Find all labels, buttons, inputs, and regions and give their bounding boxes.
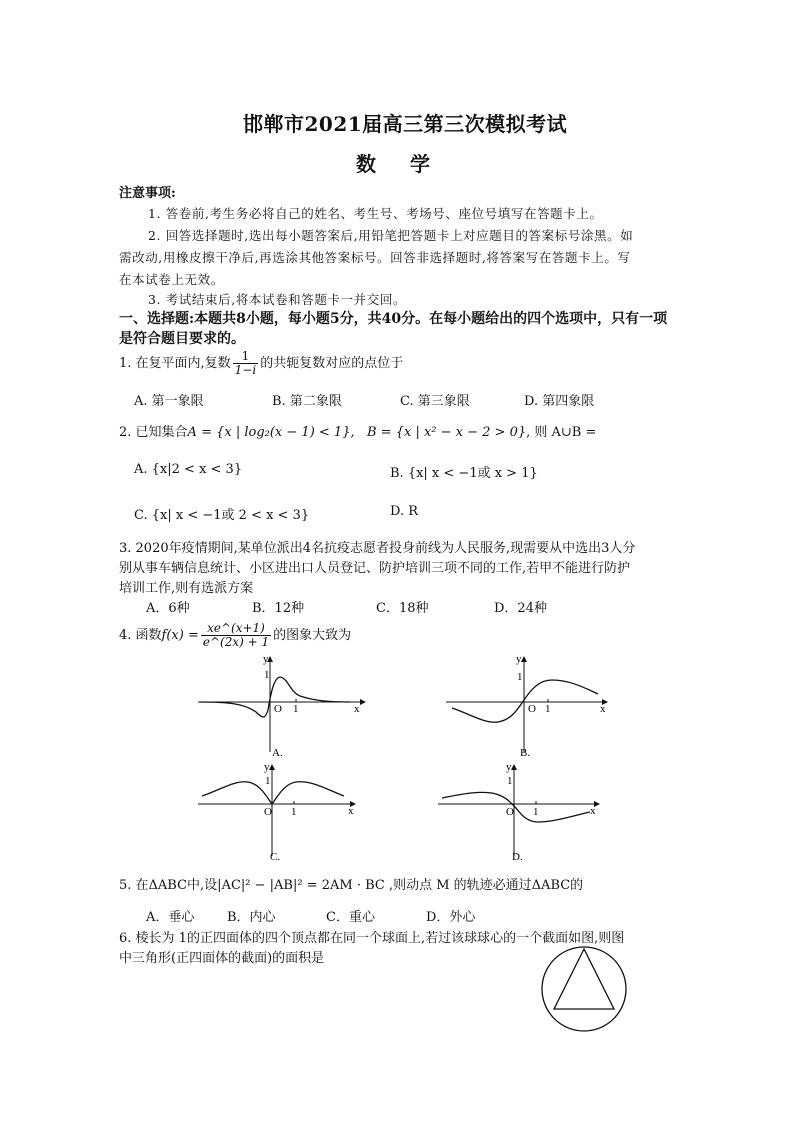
q5-option-b: B．内心 bbox=[227, 910, 276, 925]
q1-option-a: A. 第一象限 bbox=[134, 394, 204, 409]
notice-heading: 注意事项: bbox=[119, 186, 176, 201]
question-3-line1: 3. 2020年疫情期间,某单位派出4名抗疫志愿者投身前线为人民服务,现需要从中选出3人分 bbox=[119, 541, 636, 556]
notice-item-2-cont: 需改动,用橡皮擦干净后,再选涂其他答案标号。回答非选择题时,将答案写在答题卡上。写 bbox=[119, 250, 631, 265]
q1-option-c: C. 第三象限 bbox=[400, 394, 470, 409]
q4-graph-d bbox=[432, 760, 612, 870]
q4-graph-c bbox=[190, 760, 370, 870]
q4-fraction bbox=[201, 622, 271, 649]
question-5: 5. 在ΔABC中,设|AC|² − |AB|² = 2AM · BC ,则动点 M 的轨迹必通过ΔABC的 bbox=[119, 878, 584, 893]
notice-item-2: 2. 回答选择题时,选出每小题答案后,用铅笔把答题卡上对应题目的答案标号涂黑。如 bbox=[148, 228, 634, 243]
graph-a-y-label: y bbox=[263, 653, 269, 665]
graph-d-origin: O bbox=[506, 806, 514, 818]
question-3-line3: 培训工作,则有选派方案 bbox=[119, 581, 254, 596]
graph-a-x-label: x bbox=[354, 703, 360, 715]
graph-b-y-label: y bbox=[516, 653, 522, 665]
exam-title: 邯郸市2021届高三第三次模拟考试 bbox=[243, 112, 568, 136]
q1-prefix: 1. 在复平面内,复数 bbox=[119, 356, 231, 371]
q3-option-a: A．6种 bbox=[146, 601, 190, 616]
graph-c-curve bbox=[202, 782, 344, 804]
graph-c-label: C. bbox=[270, 851, 281, 863]
q1-option-b: B. 第二象限 bbox=[272, 394, 342, 409]
q2-option-b: B. {x| x < −1或 x > 1} bbox=[390, 466, 538, 481]
q1-suffix: 的共轭复数对应的点位于 bbox=[260, 356, 404, 371]
graph-d-y-label: y bbox=[506, 761, 512, 773]
q2-suffix: , 则 A∪B = bbox=[526, 425, 597, 440]
graph-b-tick-x: 1 bbox=[545, 703, 551, 715]
graph-b-tick-y: 1 bbox=[517, 671, 523, 683]
graph-d-x-label: x bbox=[590, 805, 596, 817]
graph-c-x-label: x bbox=[348, 805, 354, 817]
question-4 bbox=[119, 622, 351, 649]
notice-item-1: 1. 答卷前,考生务必将自己的姓名、考生号、考场号、座位号填写在答题卡上。 bbox=[148, 206, 603, 221]
graph-b-y-arrow bbox=[521, 656, 527, 662]
q1-option-d: D. 第四象限 bbox=[524, 394, 595, 409]
q6-figure bbox=[538, 943, 630, 1035]
question-6-line2: 中三角形(正四面体的截面)的面积是 bbox=[119, 951, 325, 966]
graph-a-tick-x: 1 bbox=[293, 703, 299, 715]
q4-frac-num: xe^(x+1) bbox=[201, 622, 271, 636]
q4-prefix: 4. 函数 bbox=[119, 628, 162, 643]
graph-d-label: D. bbox=[512, 851, 523, 863]
q5-option-d: D．外心 bbox=[426, 910, 476, 925]
q2-option-d: D. R bbox=[390, 504, 419, 519]
graph-b-curve bbox=[452, 680, 598, 722]
q4-func: f(x) = bbox=[161, 628, 199, 643]
question-3-line2: 别从事车辆信息统计、小区进出口人员登记、防护培训三项不同的工作,若甲不能进行防护 bbox=[119, 561, 631, 576]
graph-c-origin: O bbox=[264, 806, 272, 818]
graph-b-x-label: x bbox=[600, 703, 606, 715]
graph-c-tick-y: 1 bbox=[265, 775, 271, 787]
graph-d-tick-y: 1 bbox=[507, 775, 513, 787]
tetrahedron-section-triangle bbox=[554, 949, 614, 1009]
question-2 bbox=[119, 421, 596, 440]
q1-frac-num: 1 bbox=[233, 350, 259, 364]
graph-a-label: A. bbox=[272, 747, 283, 759]
graph-c-y-arrow bbox=[269, 764, 275, 770]
q3-option-d: D．24种 bbox=[494, 601, 547, 616]
subject-title: 数学 bbox=[356, 152, 464, 176]
q4-graph-b bbox=[440, 652, 620, 762]
q5-option-c: C．重心 bbox=[326, 910, 375, 925]
q5-option-a: A．垂心 bbox=[146, 910, 195, 925]
q2-option-c: C. {x| x < −1或 2 < x < 3} bbox=[134, 508, 310, 523]
question-1 bbox=[119, 350, 403, 377]
graph-a-x-arrow bbox=[360, 699, 366, 705]
q4-graph-a bbox=[190, 652, 370, 762]
q2-set-b: B = {x | x² − x − 2 > 0} bbox=[367, 425, 527, 440]
q2-prefix: 2. 已知集合 bbox=[119, 425, 188, 440]
q3-option-c: C．18种 bbox=[376, 601, 429, 616]
section-heading-line1: 一、选择题:本题共8小题，每小题5分，共40分。在每小题给出的四个选项中，只有一项 bbox=[119, 311, 668, 327]
graph-d-y-arrow bbox=[511, 764, 517, 770]
sphere-section-circle bbox=[542, 947, 626, 1031]
graph-c-tick-x: 1 bbox=[291, 806, 297, 818]
q2-option-a: A. {x|2 < x < 3} bbox=[134, 462, 243, 477]
q1-frac-den: 1−i bbox=[234, 363, 257, 377]
graph-d-curve bbox=[442, 792, 590, 822]
graph-b-origin: O bbox=[528, 703, 536, 715]
graph-c-y-label: y bbox=[264, 761, 270, 773]
q3-option-b: B．12种 bbox=[252, 601, 305, 616]
section-heading-line2: 是符合题目要求的。 bbox=[119, 331, 245, 347]
question-6-line1: 6. 棱长为 1的正四面体的四个顶点都在同一个球面上,若过该球球心的一个截面如图,则图 bbox=[119, 931, 625, 946]
notice-item-3: 3. 考试结束后,将本试卷和答题卡一并交回。 bbox=[148, 292, 407, 307]
graph-d-tick-x: 1 bbox=[533, 806, 539, 818]
graph-b-label: B. bbox=[520, 747, 531, 759]
graph-a-origin: O bbox=[274, 703, 282, 715]
graph-a-tick-y: 1 bbox=[264, 669, 270, 681]
q1-fraction bbox=[233, 350, 259, 377]
q2-set-a: A = {x | log₂(x − 1) < 1}, bbox=[187, 425, 355, 440]
notice-item-2-end: 在本试卷上无效。 bbox=[119, 272, 224, 287]
q4-suffix: 的图象大致为 bbox=[273, 628, 352, 643]
q4-frac-den: e^(2x) + 1 bbox=[202, 635, 270, 649]
